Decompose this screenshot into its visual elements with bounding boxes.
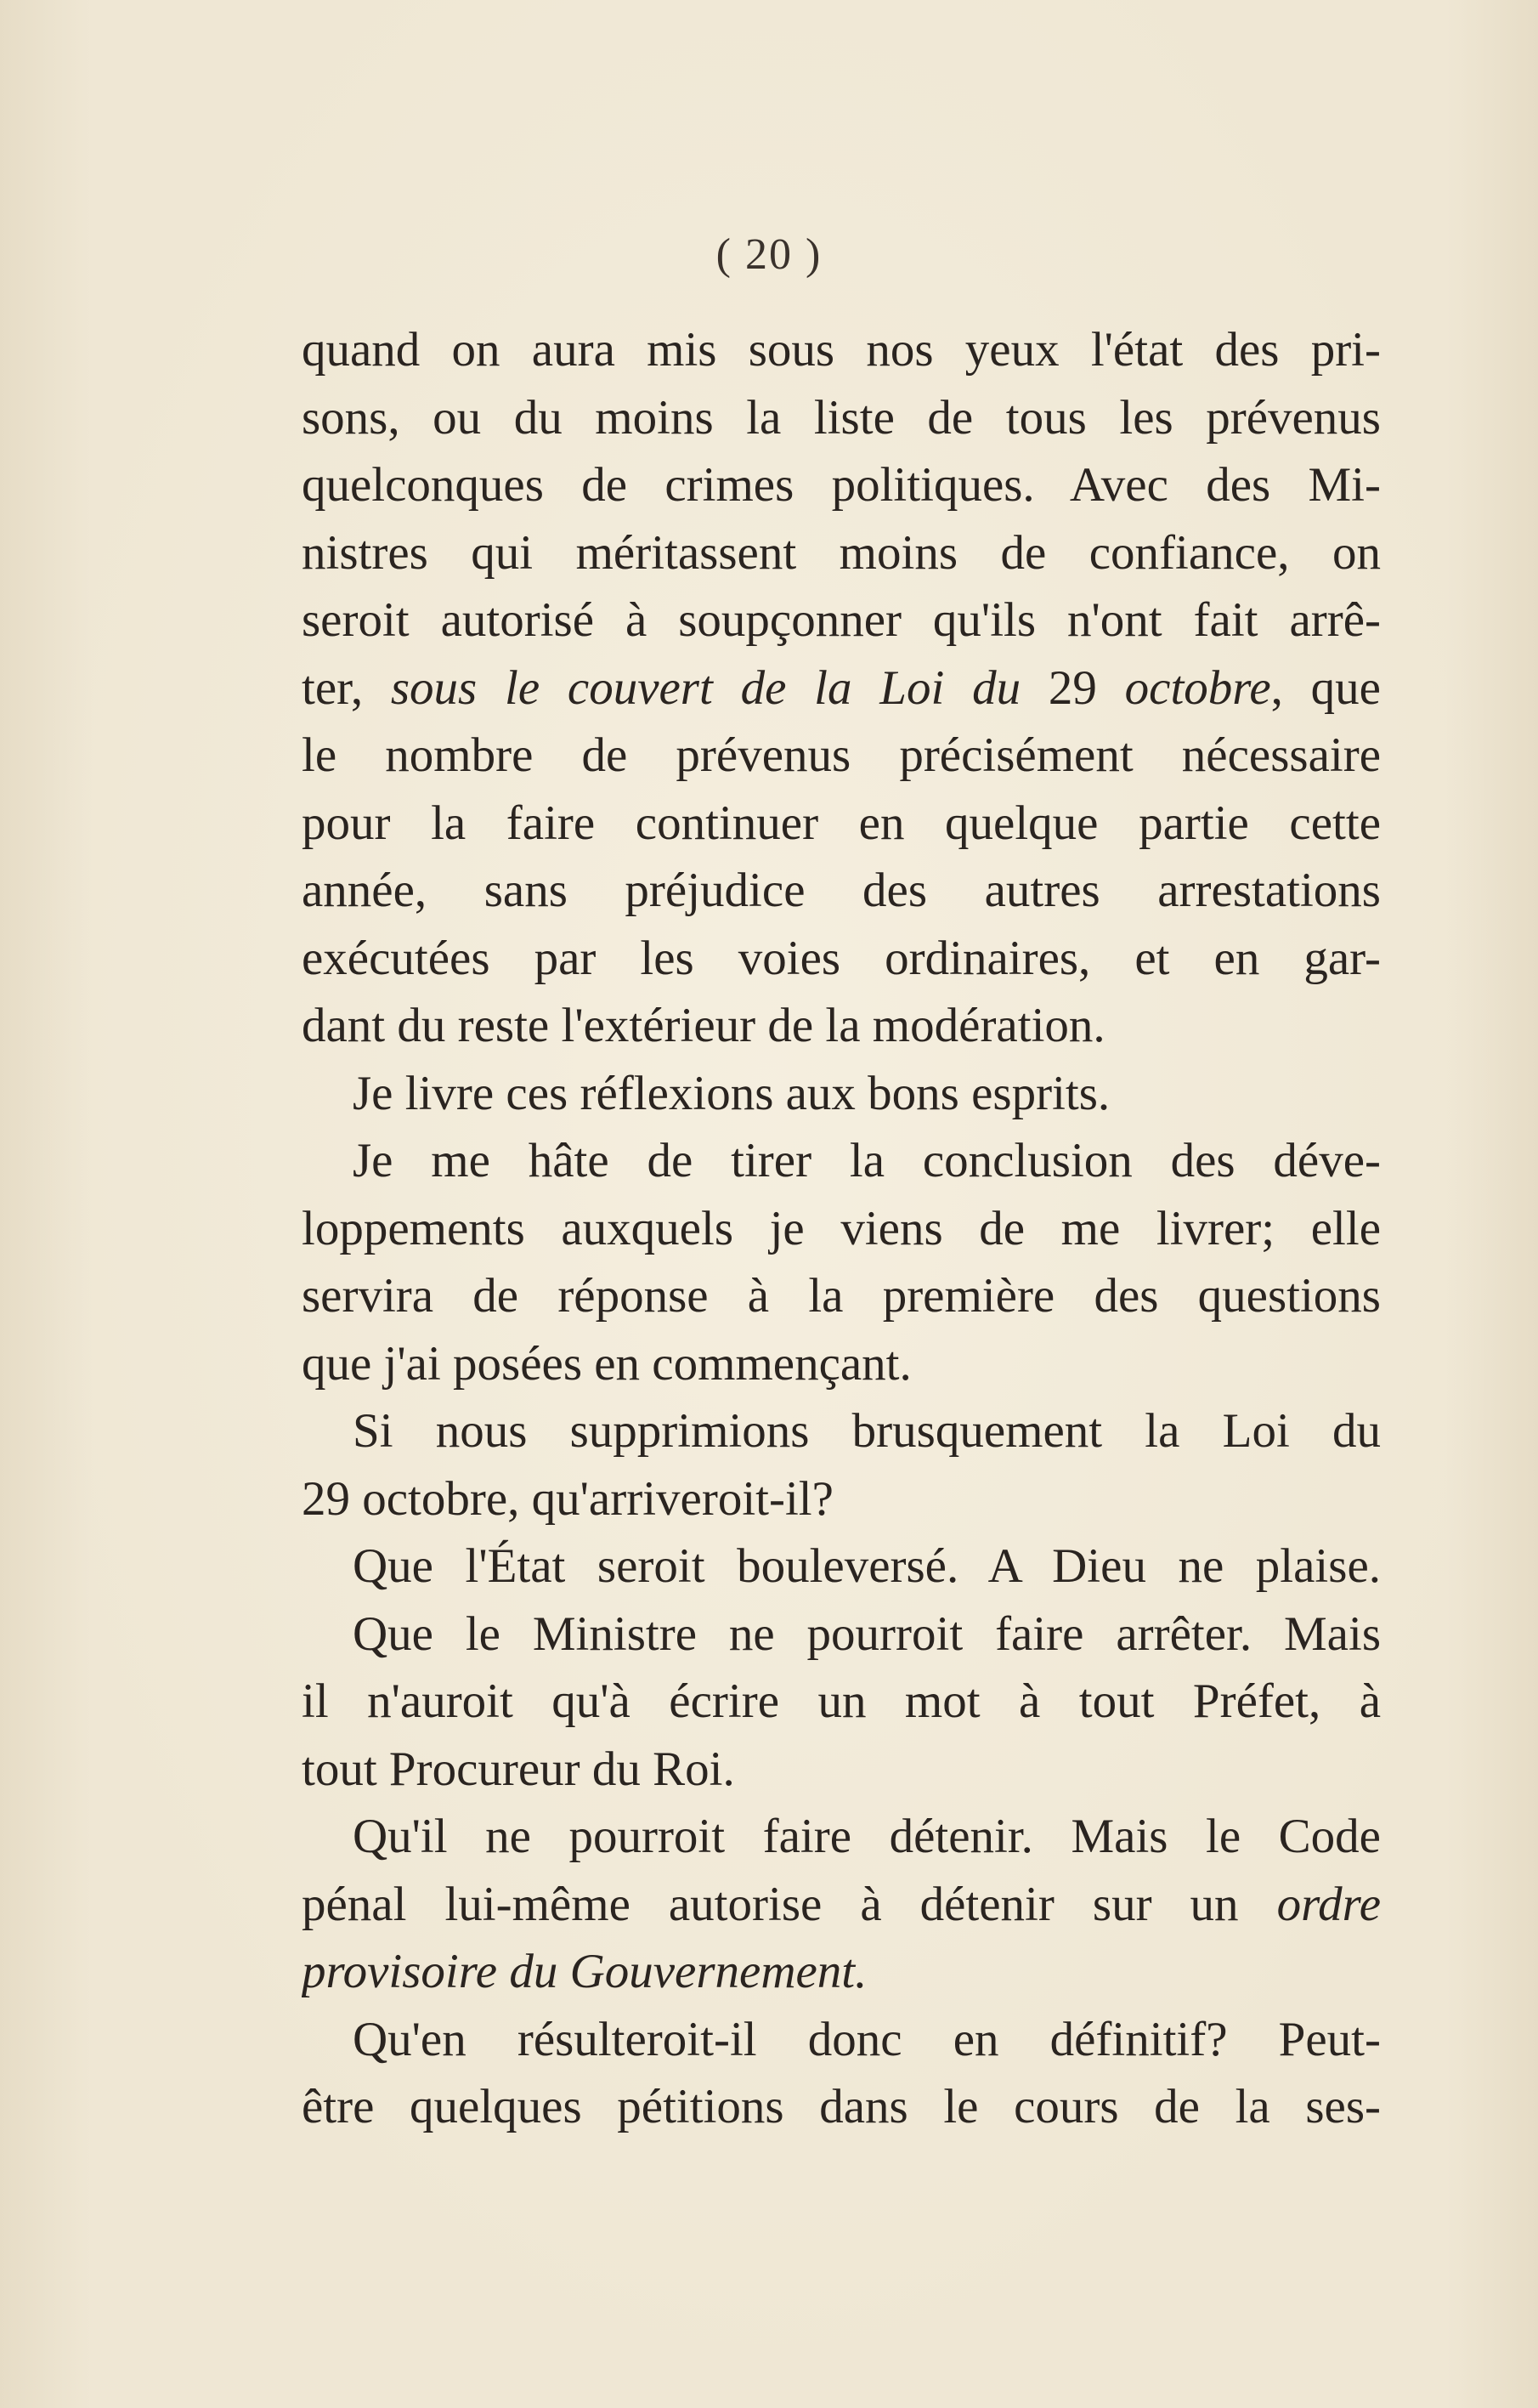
text-line: Je me hâte de tirer la conclusion des déve-: [353, 1134, 1381, 1187]
text-line: quelconques de crimes politiques. Avec des Mi-: [302, 458, 1381, 512]
text-line: Si nous supprimions brusquement la Loi du: [353, 1404, 1381, 1458]
text-line: année, sans préjudice des autres arrestations: [302, 864, 1381, 917]
italic-span: provisoire du Gouvernement.: [302, 1945, 868, 1998]
text-span: ter,: [302, 660, 391, 715]
text-span: , que: [1270, 660, 1381, 715]
text-line: être quelques pétitions dans le cours de la ses-: [302, 2080, 1381, 2133]
text-line: seroit autorisé à soupçonner qu'ils n'ont fait arrê-: [302, 593, 1381, 647]
body-text: [302, 316, 1381, 2141]
text-line: que j'ai posées en commençant.: [302, 1336, 912, 1391]
text-line: [302, 1938, 1381, 2006]
text-line: le nombre de prévenus précisément nécessaire: [302, 728, 1381, 782]
text-line: loppements auxquels je viens de me livrer; elle: [302, 1201, 1381, 1255]
italic-span: ordre: [1276, 1877, 1381, 1931]
text-line: 29 octobre, qu'arriveroit-il?: [302, 1471, 834, 1526]
text-line: servira de réponse à la première des questions: [302, 1269, 1381, 1323]
text-line: nistres qui méritassent moins de confiance, on: [302, 525, 1381, 580]
text-line: Que l'État seroit bouleversé. A Dieu ne plaise.: [353, 1539, 1381, 1593]
text-line: Je livre ces réflexions aux bons esprits.: [353, 1066, 1111, 1120]
page-number: ( 20 ): [715, 230, 823, 279]
italic-span: octobre: [1124, 660, 1271, 715]
text-line: sons, ou du moins la liste de tous les prévenus: [302, 390, 1381, 445]
text-line: exécutées par les voies ordinaires, et en gar-: [302, 931, 1381, 985]
text-line: [302, 654, 1381, 722]
text-line: il n'auroit qu'à écrire un mot à tout Préfet, à: [302, 1674, 1381, 1728]
text-line: dant du reste l'extérieur de la modération.: [302, 999, 1105, 1052]
text-line: Qu'il ne pourroit faire détenir. Mais le Code: [353, 1810, 1381, 1863]
text-span: pénal lui-même autorise à détenir sur un: [302, 1877, 1277, 1931]
text-line: quand on aura mis sous nos yeux l'état des pri-: [302, 323, 1381, 377]
text-line: [302, 1871, 1381, 1939]
italic-span: sous le couvert de la Loi du: [390, 660, 1021, 715]
text-span: 29: [1021, 660, 1125, 715]
text-line: pour la faire continuer en quelque partie cette: [302, 796, 1381, 850]
text-line: Que le Ministre ne pourroit faire arrêter. Mais: [353, 1606, 1381, 1661]
text-line: tout Procureur du Roi.: [302, 1742, 735, 1796]
text-line: Qu'en résulteroit-il donc en définitif? Peut-: [353, 2012, 1381, 2066]
